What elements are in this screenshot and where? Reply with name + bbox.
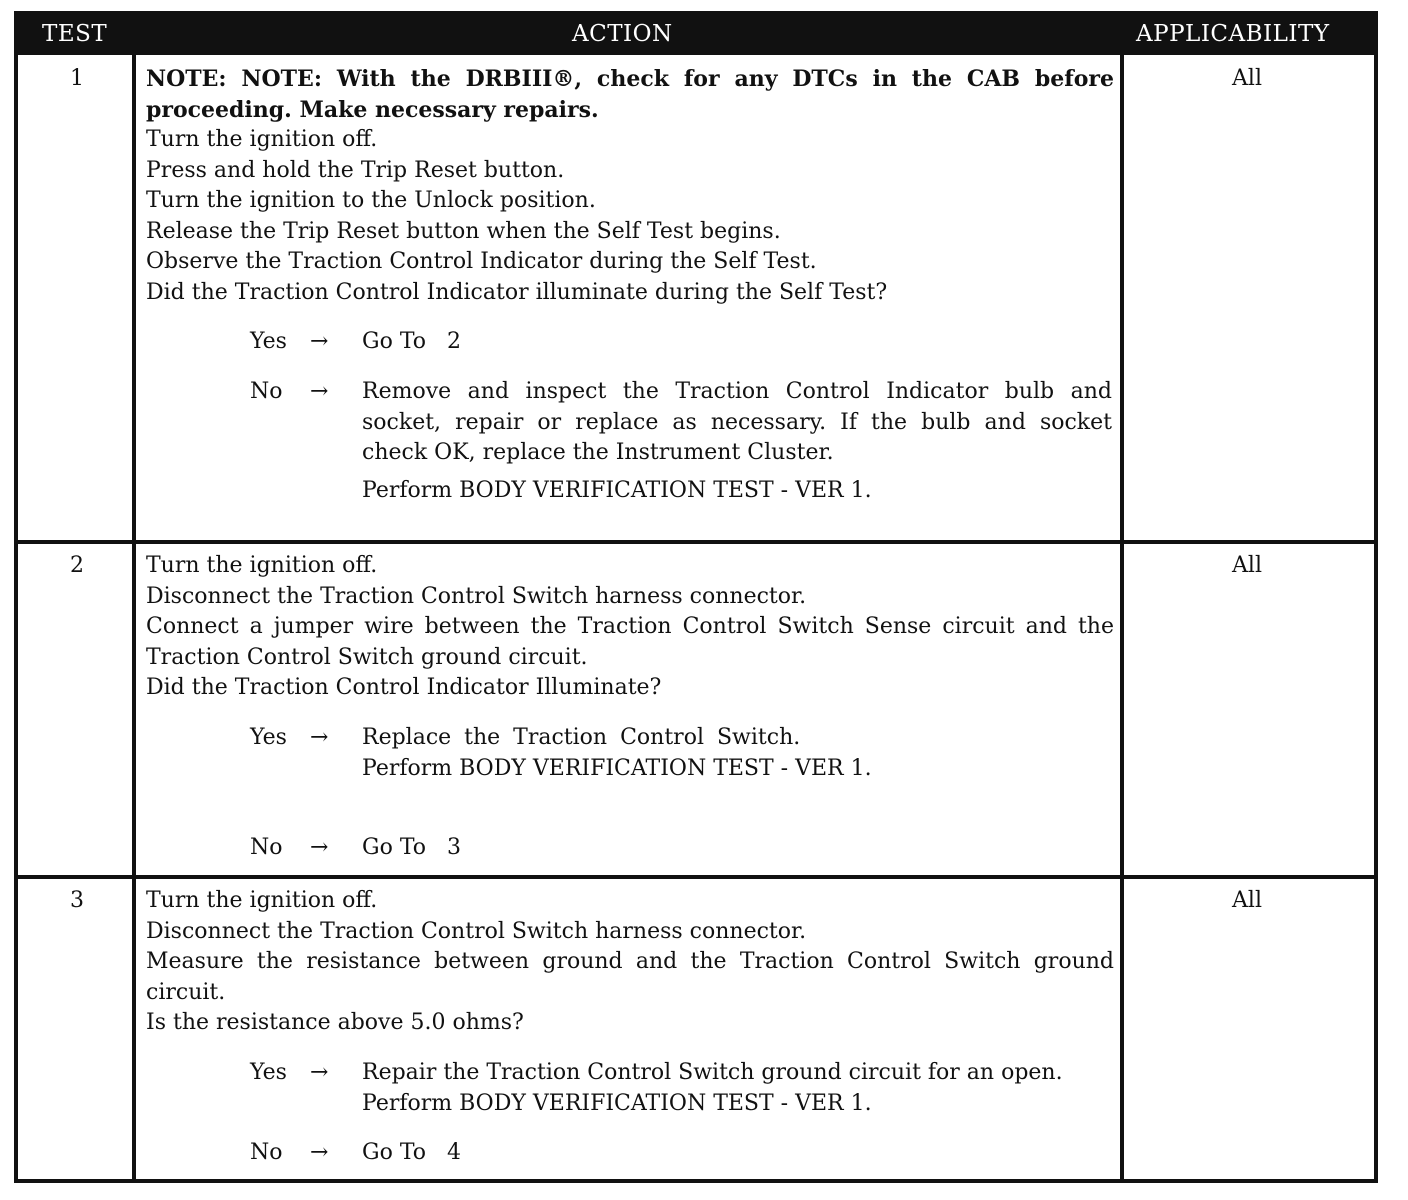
- step-text: Press and hold the Trip Reset button.: [146, 157, 565, 183]
- step-text: Did the Traction Control Indicator Illuminate?: [146, 675, 662, 700]
- step-text: Turn the ignition off.: [146, 127, 378, 152]
- response-text: Repair the Traction Control Switch ground circuit for an open.: [362, 1060, 1063, 1085]
- test-number: 3: [70, 888, 84, 913]
- applicability-value: All: [1232, 888, 1262, 913]
- response-text: Go To 4: [362, 1140, 461, 1165]
- applicability-value: All: [1232, 553, 1262, 578]
- arrow-icon: →: [310, 379, 329, 404]
- header-test: TEST: [42, 21, 108, 47]
- response-text: Replace the Traction Control Switch.: [362, 725, 801, 750]
- test-number: 2: [70, 553, 84, 578]
- verification-text: Perform BODY VERIFICATION TEST - VER 1.: [362, 755, 872, 781]
- action-text: [146, 551, 1114, 704]
- arrow-icon: →: [310, 725, 329, 750]
- no-label: No: [250, 379, 283, 404]
- table-header: [18, 15, 1374, 55]
- step-text: Disconnect the Traction Control Switch harness connector.: [146, 583, 807, 609]
- test-number: 1: [70, 66, 84, 91]
- step-text: Observe the Traction Control Indicator during the Self Test.: [146, 249, 817, 274]
- column-divider: [132, 15, 136, 1179]
- column-divider: [1120, 15, 1124, 1179]
- header-action: ACTION: [572, 21, 673, 47]
- header-applicability: APPLICABILITY: [1136, 21, 1330, 47]
- arrow-icon: →: [310, 1140, 329, 1165]
- diagnostic-table: [14, 11, 1378, 1183]
- verification-text: Perform BODY VERIFICATION TEST - VER 1.: [362, 1090, 872, 1116]
- step-text: Disconnect the Traction Control Switch harness connector.: [146, 918, 807, 944]
- step-text: Turn the ignition off.: [146, 888, 378, 913]
- verification-text: Perform BODY VERIFICATION TEST - VER 1.: [362, 478, 872, 503]
- no-label: No: [250, 835, 283, 860]
- no-label: No: [250, 1140, 283, 1165]
- arrow-icon: →: [310, 329, 329, 354]
- response-text: Go To 2: [362, 329, 461, 354]
- response-text: Remove and inspect the Traction Control Indicator bulb and socket, repair or replace as necessary. If the bulb and socket check OK, replace the Instrument Cluster.: [362, 379, 1112, 465]
- action-text: [146, 64, 1114, 308]
- step-text: Turn the ignition to the Unlock position.: [146, 188, 596, 213]
- yes-label: Yes: [250, 1060, 287, 1085]
- response-text: Go To 3: [362, 835, 461, 860]
- step-text: Connect a jumper wire between the Traction Control Switch Sense circuit and the Traction Control Switch ground circuit.: [146, 614, 1114, 670]
- step-text: Did the Traction Control Indicator illuminate during the Self Test?: [146, 279, 888, 305]
- yes-label: Yes: [250, 725, 287, 750]
- action-text: [146, 886, 1114, 1039]
- step-text: Is the resistance above 5.0 ohms?: [146, 1010, 524, 1035]
- step-text: Measure the resistance between ground and the Traction Control Switch ground circuit.: [146, 949, 1114, 1005]
- arrow-icon: →: [310, 835, 329, 860]
- arrow-icon: →: [310, 1060, 329, 1085]
- step-text: Turn the ignition off.: [146, 553, 378, 578]
- row-divider: [18, 875, 1374, 879]
- step-text: Release the Trip Reset button when the Self Test begins.: [146, 218, 781, 244]
- row-divider: [18, 540, 1374, 544]
- note-text: NOTE: NOTE: With the DRBIII®, check for any DTCs in the CAB before proceeding. Make necessary repairs.: [146, 66, 1114, 123]
- yes-label: Yes: [250, 329, 287, 354]
- applicability-value: All: [1232, 66, 1262, 91]
